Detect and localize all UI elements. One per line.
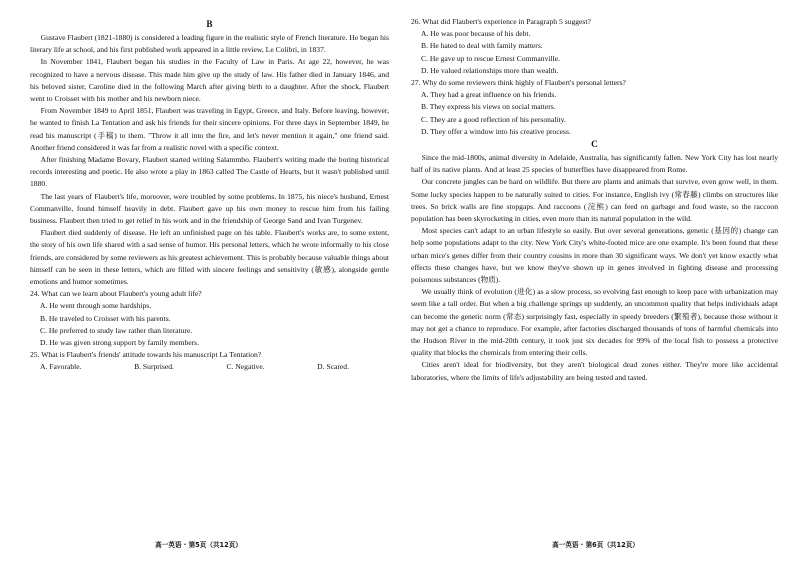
- question-27-option-c: C. They are a good reflection of his personality.: [421, 114, 566, 124]
- passage-paragraph: In November 1841, Flaubert began his studies in the Faculty of Law in Paris. At age 22, however, he was recognized to have a nervous disease. This made him give up the study of law. His father died in January 1846, and his beloved sister, Caroline died in the following March after giving birth to a daughter. After the shock, Flaubert went to Croisset with his mother and his newborn niece.: [30, 57, 389, 104]
- question-27-option-a: A. They had a great influence on his friends.: [421, 90, 557, 100]
- page-footer-5: 高一英语 · 第5页（共12页）: [155, 541, 242, 549]
- question-27-option-d: D. They offer a window into his creative process.: [421, 126, 571, 136]
- passage-paragraph: Gustave Flaubert (1821-1880) is considered a leading figure in the realistic style of French literature. He began his literary life at school, and his first published work appeared in a little review, Le Colibri, in 1837.: [30, 33, 389, 55]
- question-24-option-c: C. He preferred to study law rather than literature.: [40, 325, 193, 335]
- passage-paragraph: Our concrete jungles can be hard on wildlife. But there are plants and animals that survive, even grow well, in them. Some lucky species happen to be naturally suited to cities. For instance, English ivy (常春藤) climbs on structures like trees. So brick walls are fine stopgaps. And raccoons (浣熊) can feed on garbage and food waste, so the raccoon population has been skyrocketing in cities, even more than its natural population in the wild.: [411, 177, 778, 224]
- question-24-stem: 24. What can we learn about Flaubert's young adult life?: [30, 289, 202, 299]
- question-24-option-d: D. He was given strong support by family members.: [40, 338, 200, 348]
- question-26-option-c: C. He gave up to rescue Ernest Commanville.: [421, 53, 560, 63]
- section-heading-c: C: [591, 139, 598, 150]
- passage-paragraph: Since the mid-1800s, animal diversity in Adelaide, Australia, has significantly fallen. New York City has lost nearly half of its native plants. And at least 25 species of butterflies have disappeared from Rome.: [411, 153, 778, 175]
- question-26-option-b: B. He hated to deal with family matters.: [421, 41, 543, 51]
- question-25-option-d: D. Scared.: [317, 362, 349, 372]
- question-26-option-a: A. He was poor because of his debt.: [421, 29, 531, 39]
- passage-paragraph: Flaubert died suddenly of disease. He left an unfinished page on his table. Flaubert's works are, to some extent, the story of his own life shared with a sad sense of humor. His personal letters, which he wrote informally to his close friends, are considered by some reviewers as his greatest achievement. This is probably because valuable things about himself can be seen in these letters, which are filled with sincere feelings and sensitivity (敏感), alongside gentle emotions and humor sometimes.: [30, 228, 389, 287]
- question-26-option-d: D. He valued relationships more than wealth.: [421, 65, 559, 75]
- question-24-option-a: A. He went through some hardships.: [40, 301, 152, 311]
- question-27-stem: 27. Why do some reviewers think highly of Flaubert's personal letters?: [411, 78, 626, 88]
- passage-paragraph: From November 1849 to April 1851, Flaubert was traveling in Egypt, Greece, and Italy. Before leaving, however, he wanted to finish La Tentation and ask his friends for their sincere opinions. For three days in September 1849, he read his manuscript (手稿) to them. "Throw it all into the fire, and let's never mention it again," one friend said. Another friend considered it was far from a realistic novel with a specific context.: [30, 106, 389, 152]
- passage-paragraph: We usually think of evolution (进化) as a slow process, so evolving fast enough to keep pace with urbanization may seem like a tall order. But when a big challenge springs up suddenly, an uncommon quality that helps individuals adapt can become the genetic norm (常态) surprisingly fast, especially in speedy breeders (繁殖者), because those without it may not get a chance to reproduce. For example, after factories discharged thousands of tons of harmful chemicals into the Hudson River in the mid-20th century, it took just six decades for 99% of the local fish to possess a protective quality that blocks the chemicals from entering their cells.: [411, 287, 778, 358]
- question-25-stem: 25. What is Flaubert's friends' attitude towards his manuscript La Tentation?: [30, 350, 262, 360]
- question-25-option-c: C. Negative.: [226, 362, 265, 372]
- question-25-options: [30, 361, 389, 373]
- passage-paragraph: Most species can't adapt to an urban lifestyle so easily. But over several generations, genetic (基因的) change can help some populations adapt to the city. New York City's white-footed mice are one example. It's been found that these urban mice's genes differ from their country cousins in more than 30 significant ways. We don't yet know exactly what effects these changes have, but we know they've shown up in genes involved in fighting disease and processing poisonous substances (物质).: [411, 226, 778, 285]
- question-25-option-b: B. Surprised.: [134, 362, 174, 372]
- page-footer-6: 高一英语 · 第6页（共12页）: [552, 541, 639, 549]
- question-25-option-a: A. Favorable.: [40, 362, 82, 372]
- question-26-stem: 26. What did Flaubert's experience in Paragraph 5 suggest?: [411, 17, 591, 26]
- passage-paragraph: Cities aren't ideal for biodiversity, but they aren't biological dead zones either. They're more like accidental laboratories, where the limits of life's adjustability are being tested and tasted.: [411, 360, 778, 382]
- section-heading-b: B: [206, 19, 213, 29]
- question-24-option-b: B. He traveled to Croisset with his parents.: [40, 313, 171, 323]
- passage-paragraph: After finishing Madame Bovary, Flaubert started writing Salammbo. Flaubert's writing made the boring historical records interesting and poetic. He also wrote a play in 1863 called The Castle of Hearts, but it wasn't published until 1880.: [30, 155, 389, 189]
- page-6: [397, 0, 794, 561]
- passage-paragraph: The last years of Flaubert's life, moreover, were troubled by some problems. In 1875, his niece's husband, Ernest Commanville, found himself heavily in debt. Flaubert gave up his own money to rescue him from his failing business. Flaubert then tried to get relief in his work and in the friendship of George Sand and Ivan Turgenev.: [30, 191, 389, 226]
- question-27-option-b: B. They express his views on social matters.: [421, 102, 556, 112]
